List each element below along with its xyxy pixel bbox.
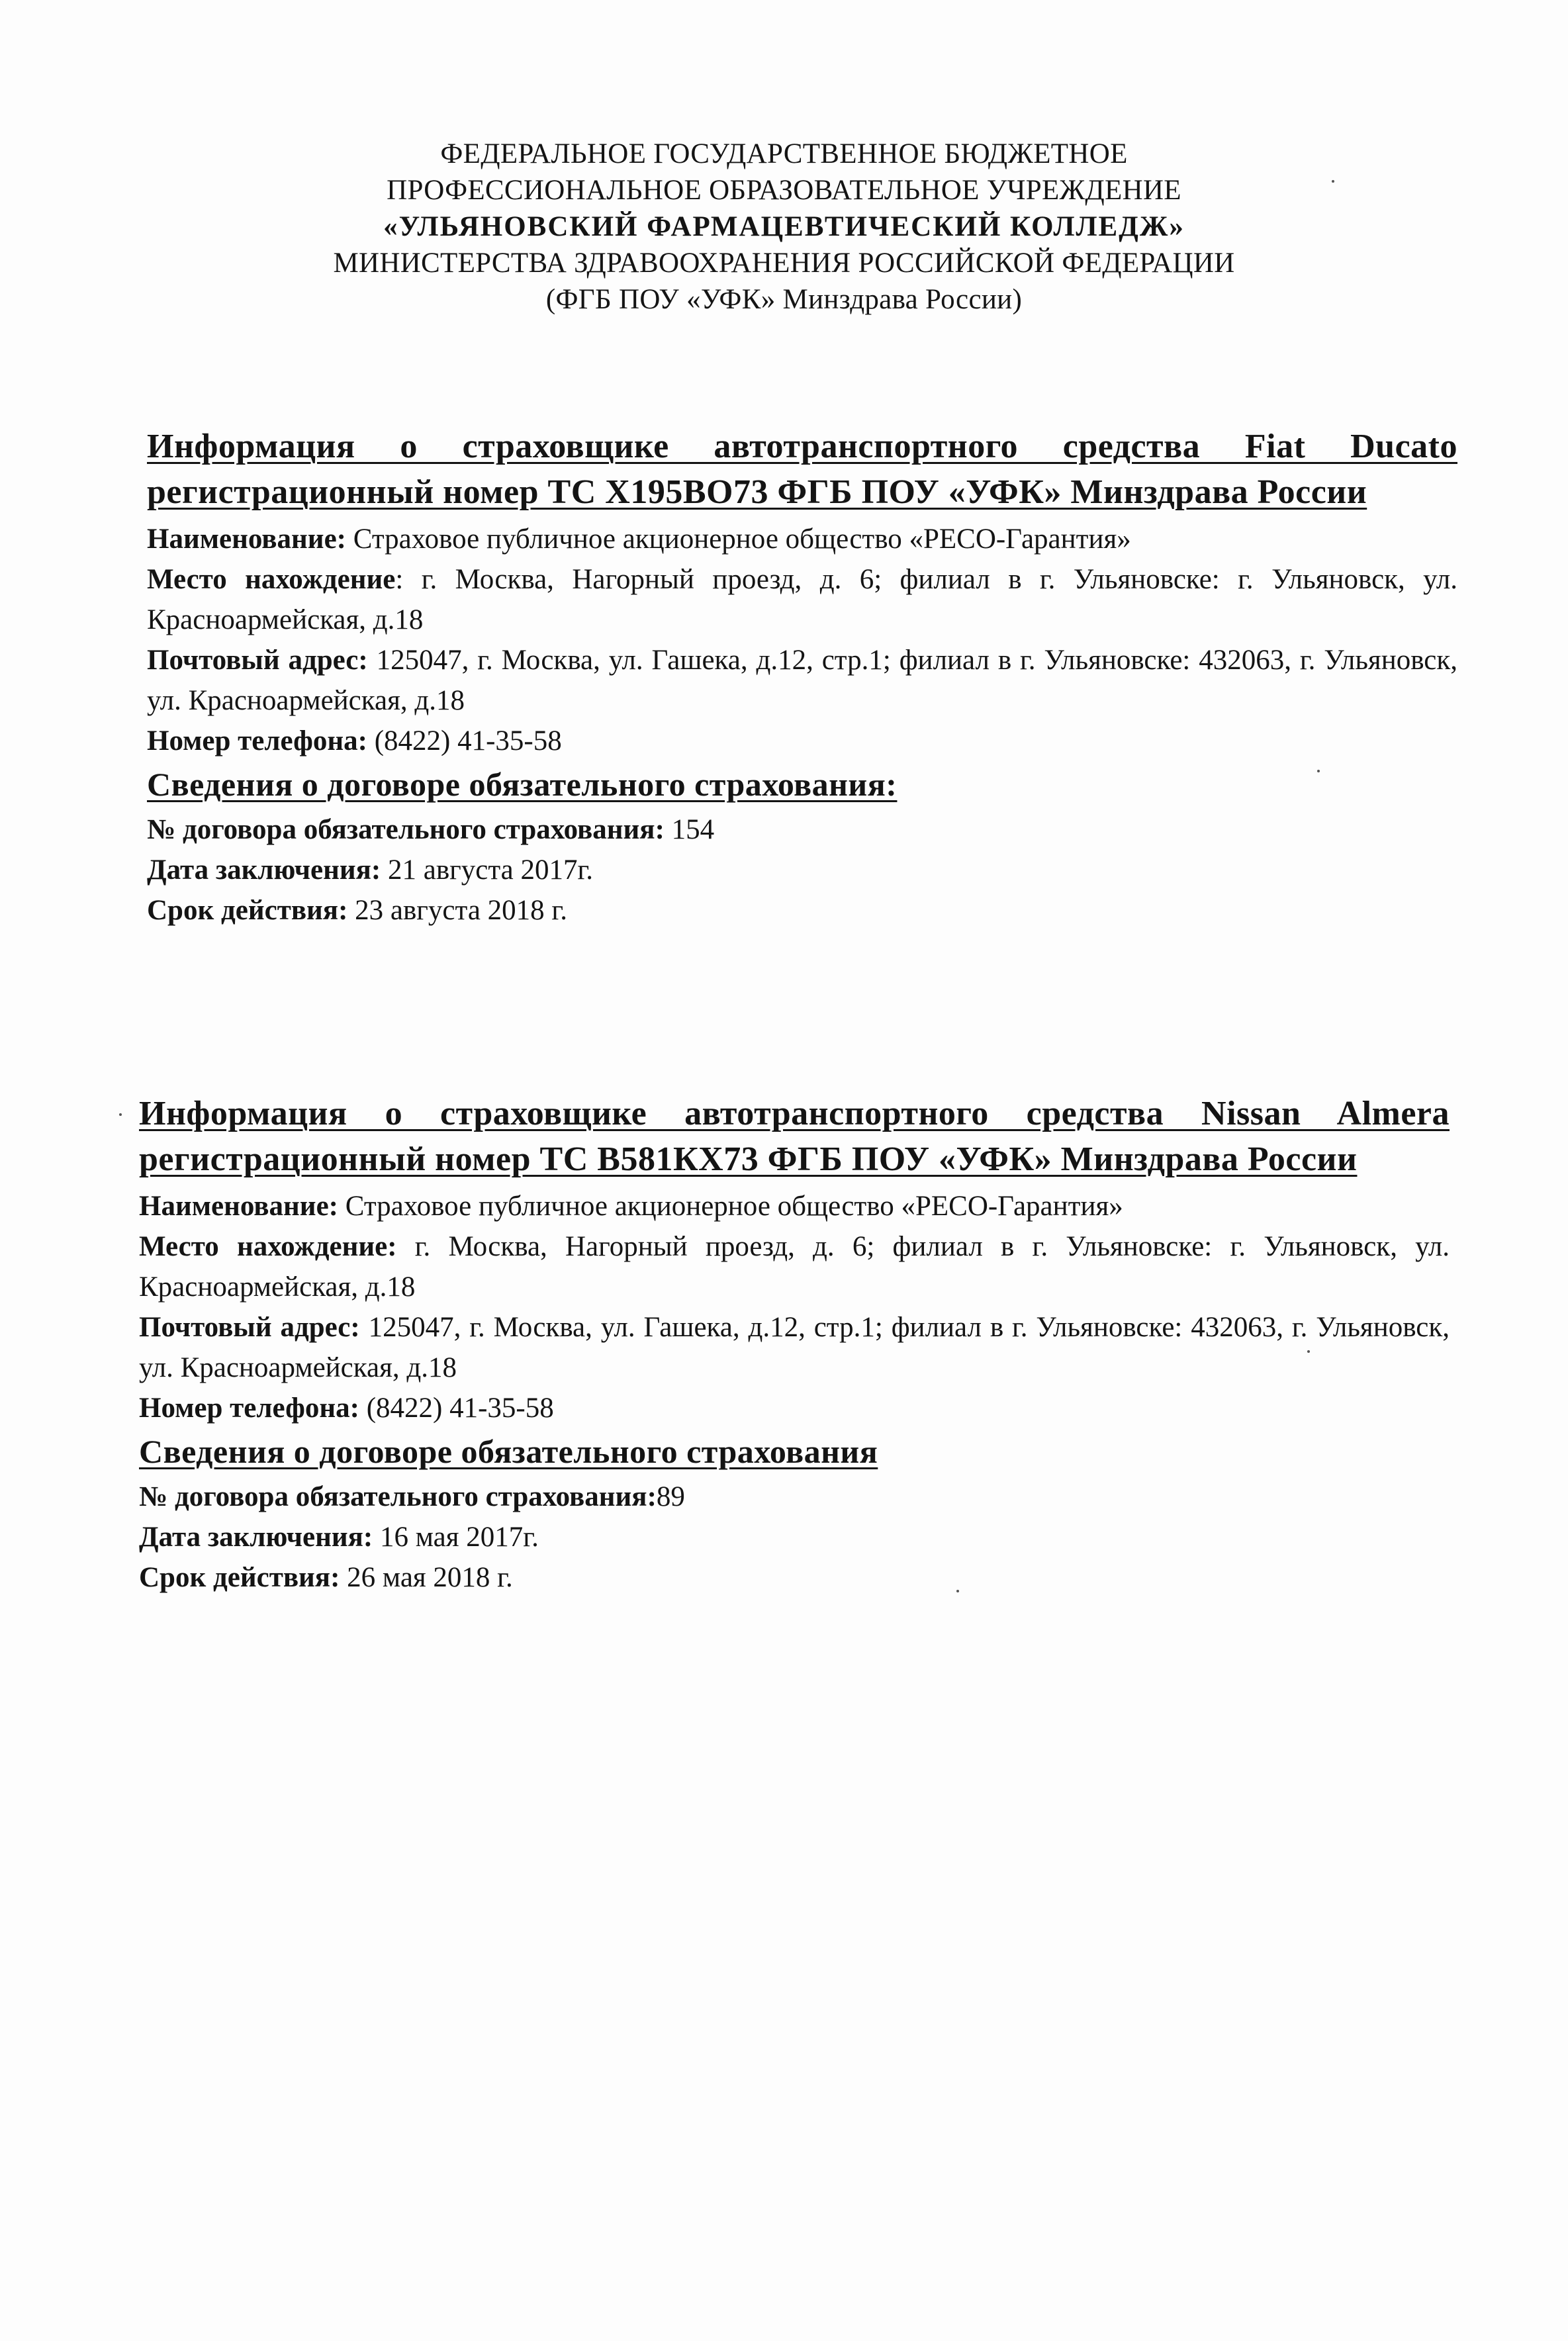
contract-term-value: 26 мая 2018 г. xyxy=(340,1562,513,1593)
letterhead-line-2: ПРОФЕССИОНАЛЬНОЕ ОБРАЗОВАТЕЛЬНОЕ УЧРЕЖДЕНИЕ xyxy=(387,175,1181,206)
insurer-location-value: : г. Москва, Нагорный проезд, д. 6; филиал в г. Ульяновске: г. Ульяновск, ул. Красноармейская, д.18 xyxy=(147,564,1457,635)
contract-date xyxy=(139,1517,1450,1557)
insurer-section-nissan xyxy=(139,1091,1450,1598)
letterhead-line-1: ФЕДЕРАЛЬНОЕ ГОСУДАРСТВЕННОЕ БЮДЖЕТНОЕ xyxy=(440,138,1128,169)
insurer-section-fiat xyxy=(147,424,1457,931)
contract-term-label: Срок действия: xyxy=(139,1562,340,1593)
section-title: Информация о страховщике автотранспортного средства Fiat Ducato регистрационный номер ТС Х195ВО73 ФГБ ПОУ «УФК» Минздрава России xyxy=(147,428,1457,511)
letterhead-line-4: МИНИСТЕРСТВА ЗДРАВООХРАНЕНИЯ РОССИЙСКОЙ ФЕДЕРАЦИИ xyxy=(333,248,1235,279)
insurer-phone xyxy=(139,1388,1450,1428)
scan-speck xyxy=(956,1590,959,1592)
contract-term-label: Срок действия: xyxy=(147,895,348,926)
insurer-name-value: Страховое публичное акционерное общество «РЕСО-Гарантия» xyxy=(346,524,1131,555)
letterhead-short-name: (ФГБ ПОУ «УФК» Минздрава России) xyxy=(545,284,1023,315)
insurer-postal-label: Почтовый адрес: xyxy=(147,645,368,676)
insurer-postal-value: 125047, г. Москва, ул. Гашека, д.12, стр.1; филиал в г. Ульяновске: 432063, г. Ульяновск, ул. Красноармейская, д.18 xyxy=(147,645,1457,716)
insurer-location-label: Место нахождение: xyxy=(139,1231,397,1262)
contract-number xyxy=(139,1477,1450,1517)
contract-date-label: Дата заключения: xyxy=(139,1522,373,1553)
contract-number xyxy=(147,809,1457,850)
scan-speck xyxy=(1307,1350,1310,1353)
insurer-name xyxy=(139,1186,1450,1226)
insurer-name xyxy=(147,519,1457,559)
insurer-location xyxy=(139,1226,1450,1307)
contract-number-value: 89 xyxy=(656,1481,685,1512)
insurer-location xyxy=(147,559,1457,640)
insurer-location-value: г. Москва, Нагорный проезд, д. 6; филиал в г. Ульяновске: г. Ульяновск, ул. Красноармейская, д.18 xyxy=(139,1231,1450,1303)
insurer-phone-value: (8422) 41-35-58 xyxy=(367,725,562,757)
insurer-name-label: Наименование: xyxy=(139,1191,338,1222)
insurer-phone xyxy=(147,721,1457,761)
insurer-name-value: Страховое публичное акционерное общество «РЕСО-Гарантия» xyxy=(338,1191,1123,1222)
contract-number-value: 154 xyxy=(664,814,715,845)
contract-heading: Сведения о договоре обязательного страхования: xyxy=(147,766,898,803)
insurer-postal-label: Почтовый адрес: xyxy=(139,1312,360,1343)
contract-heading: Сведения о договоре обязательного страхования xyxy=(139,1433,878,1470)
insurer-location-label: Место нахождение xyxy=(147,564,396,595)
scan-speck xyxy=(119,1113,122,1116)
letterhead-college-name: «УЛЬЯНОВСКИЙ ФАРМАЦЕВТИЧЕСКИЙ КОЛЛЕДЖ» xyxy=(383,211,1185,242)
insurer-phone-label: Номер телефона: xyxy=(139,1393,359,1424)
contract-date xyxy=(147,850,1457,890)
insurer-phone-label: Номер телефона: xyxy=(147,725,367,757)
insurer-postal-address xyxy=(147,640,1457,721)
scan-speck xyxy=(1317,770,1320,772)
contract-term xyxy=(147,890,1457,931)
insurer-postal-value: 125047, г. Москва, ул. Гашека, д.12, стр.1; филиал в г. Ульяновске: 432063, г. Ульяновск, ул. Красноармейская, д.18 xyxy=(139,1312,1450,1383)
contract-number-label: № договора обязательного страхования: xyxy=(139,1481,657,1512)
contract-date-value: 21 августа 2017г. xyxy=(381,854,594,886)
contract-date-label: Дата заключения: xyxy=(147,854,381,886)
contract-term-value: 23 августа 2018 г. xyxy=(347,895,567,926)
insurer-name-label: Наименование: xyxy=(147,524,346,555)
letterhead xyxy=(0,136,1568,318)
scan-speck xyxy=(1332,180,1334,183)
insurer-phone-value: (8422) 41-35-58 xyxy=(359,1393,554,1424)
contract-date-value: 16 мая 2017г. xyxy=(373,1522,539,1553)
section-title: Информация о страховщике автотранспортного средства Nissan Almera регистрационный номер ТС В581КХ73 ФГБ ПОУ «УФК» Минздрава России xyxy=(139,1095,1450,1178)
insurer-postal-address xyxy=(139,1307,1450,1388)
contract-term xyxy=(139,1557,1450,1598)
contract-number-label: № договора обязательного страхования: xyxy=(147,814,665,845)
